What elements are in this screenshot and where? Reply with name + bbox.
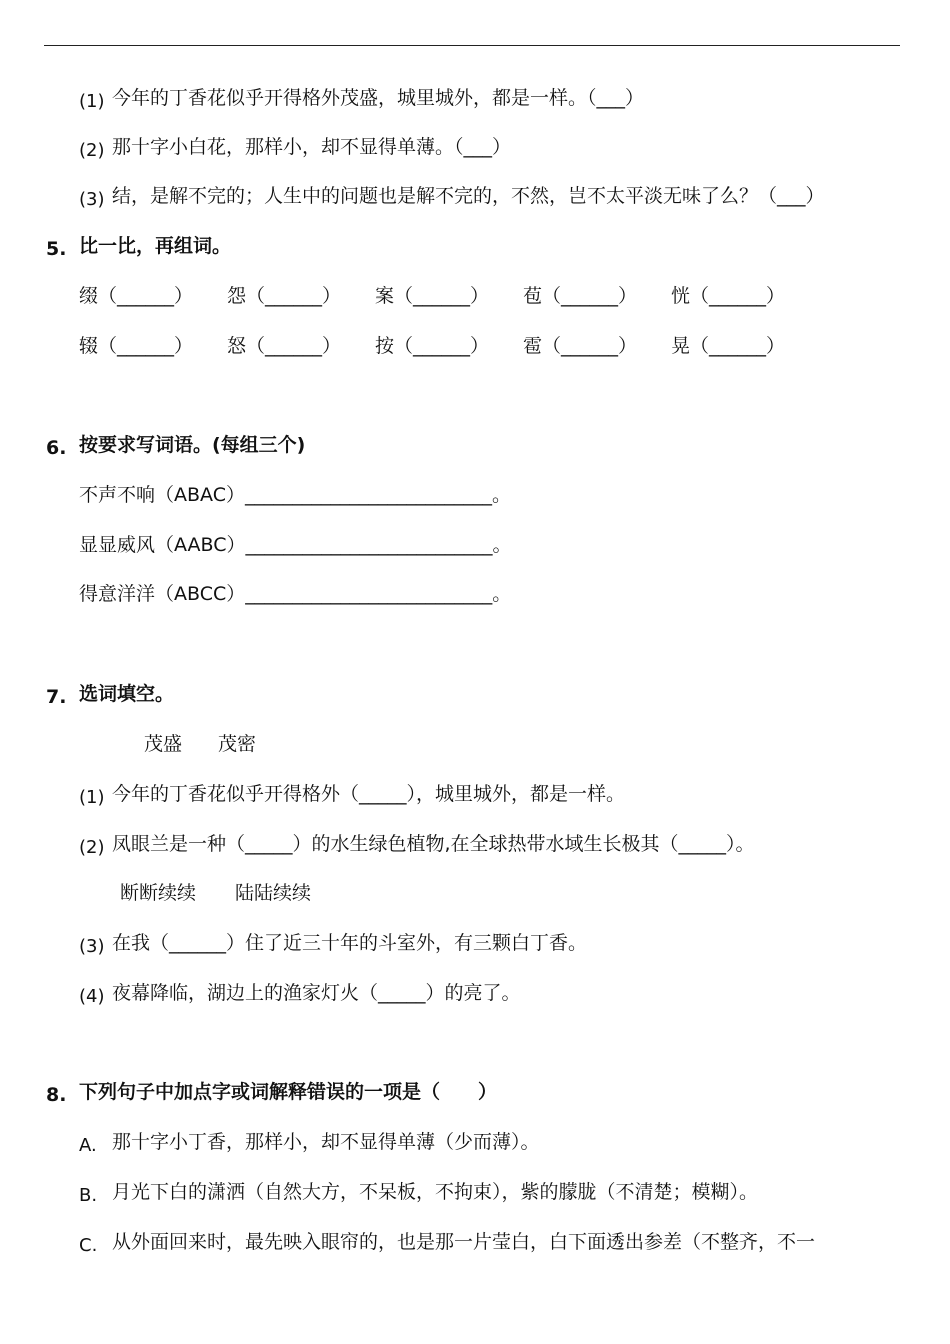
question-title: 比一比，再组词。 [79,235,232,257]
q7-word-choice-3: 断断续续 [120,882,197,904]
header-rule [44,45,900,46]
option-text: 从外面回来时，最先映入眼帘的，也是那一片莹白，白下面透出参差（不整齐，不一 [112,1231,816,1253]
option-text: 月光下白的潇洒（自然大方，不呆板，不拘束），紫的朦胧（不清楚；模糊）。 [112,1181,759,1203]
q6-item-3: 得意洋洋（ABCC）__________________________。 [79,583,512,605]
item-text: 在我（______）住了近三十年的斗室外，有三颗白丁香。 [112,932,588,954]
question-title: 选词填空。 [79,683,175,705]
option-text: 那十字小丁香，那样小，却不显得单薄（少而薄）。 [112,1131,540,1153]
item-number: (1) [79,787,105,808]
q7-item-2 [79,831,755,858]
item-number: (1) [79,91,105,112]
q5-heading [46,233,231,259]
q5-pair-3a: 案（______） [375,285,490,307]
question-number: 6. [46,437,67,459]
q7-item-4 [79,980,521,1007]
question-number: 8. [46,1084,67,1106]
q5-pair-5b: 晃（______） [671,335,786,357]
question-number: 5. [46,238,67,260]
q7-word-choice-4: 陆陆续续 [235,882,312,904]
q5-pair-2a: 怨（______） [227,285,342,307]
q4-item-1 [79,85,644,112]
item-text: 那十字小白花，那样小，却不显得单薄。（___） [112,136,512,158]
q8-option-b [79,1179,758,1206]
item-number: (3) [79,936,105,957]
q7-item-3 [79,930,587,957]
option-label: B. [79,1185,98,1206]
option-label: C. [79,1235,98,1256]
q5-pair-5a: 恍（______） [671,285,786,307]
item-text: 结，是解不完的；人生中的问题也是解不完的，不然，岂不太平淡无味了么？（___） [112,185,825,207]
q5-pair-1b: 辍（______） [79,335,194,357]
q5-pair-3b: 按（______） [375,335,490,357]
item-number: (4) [79,986,105,1007]
question-title: 下列句子中加点字或词解释错误的一项是（ ） [79,1081,498,1103]
question-number: 7. [46,686,67,708]
q8-option-a [79,1129,540,1156]
item-text: 凤眼兰是一种（_____）的水生绿色植物,在全球热带水域生长极其（_____）。 [112,833,755,855]
q6-item-1: 不声不响（ABAC）__________________________。 [79,484,511,506]
q8-option-c [79,1229,815,1256]
item-text: 今年的丁香花似乎开得格外（_____），城里城外，都是一样。 [112,783,626,805]
item-number: (3) [79,189,105,210]
q7-word-choice-2: 茂密 [218,733,257,755]
item-text: 今年的丁香花似乎开得格外茂盛，城里城外，都是一样。（___） [112,87,645,109]
question-title: 按要求写词语。(每组三个) [79,434,306,456]
q7-heading [46,681,174,707]
option-label: A. [79,1135,97,1156]
item-text: 夜幕降临，湖边上的渔家灯火（_____）的亮了。 [112,982,521,1004]
q4-item-2 [79,134,511,161]
q5-pair-4b: 雹（______） [523,335,638,357]
item-number: (2) [79,837,105,858]
q5-pair-4a: 苞（______） [523,285,638,307]
q4-item-3 [79,183,825,210]
item-number: (2) [79,140,105,161]
q6-item-2: 显显威风（AABC）__________________________。 [79,534,512,556]
q5-pair-2b: 怒（______） [227,335,342,357]
q6-heading [46,432,305,458]
q8-heading [46,1079,497,1105]
q7-item-1 [79,781,625,808]
q7-word-choice-1: 茂盛 [144,733,183,755]
q5-pair-1a: 缀（______） [79,285,194,307]
